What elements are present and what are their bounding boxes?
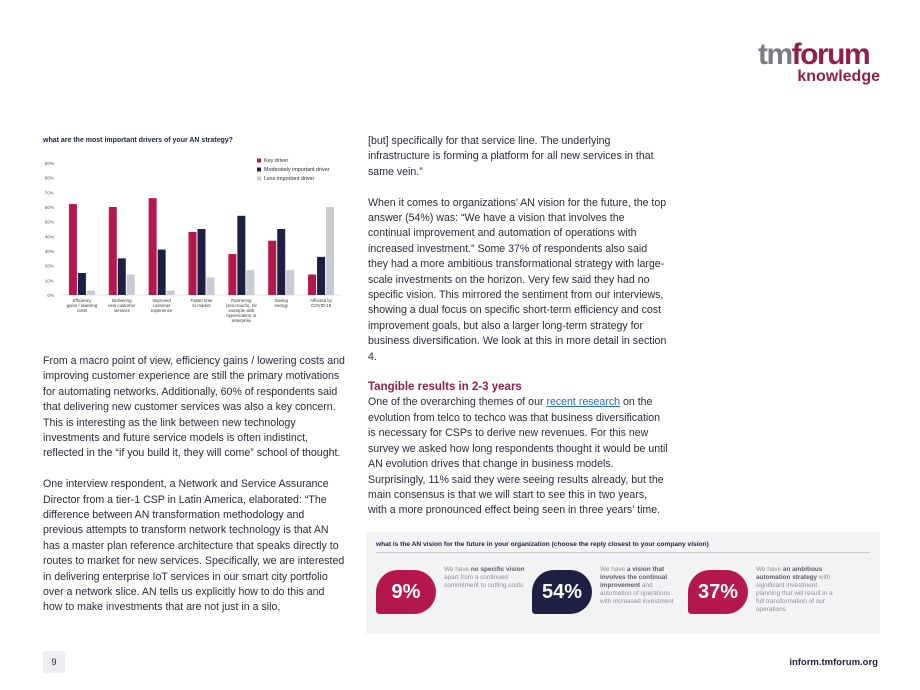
logo-wordmark: tmforum xyxy=(758,38,870,71)
left-column xyxy=(43,354,345,631)
drivers-bar-chart xyxy=(36,150,346,330)
bar xyxy=(69,204,77,295)
y-tick-label: 40% xyxy=(44,234,54,240)
y-tick-label: 20% xyxy=(44,263,54,269)
bar xyxy=(87,291,95,295)
page-number: 9 xyxy=(43,651,65,673)
x-tick-label: Efficiency gains / lowering costs xyxy=(66,298,98,313)
legend-swatch xyxy=(257,168,261,172)
bar xyxy=(228,254,236,295)
x-tick-label: Affected by COVID-19 xyxy=(310,298,333,308)
y-tick-label: 90% xyxy=(44,161,54,166)
paragraph-interview: One interview respondent, a Network and Service Assurance Director from a tier-1 CSP in Latin America, elaborated: “The difference between AN transformation methodology and previous attempts to transform network technology is that AN has a master plan reference architecture that speaks directly to routes to market for new services. Specifically, we are interested in delivering enterprise IoT services in our smart city portfolio over a network slice. AN tells us explicitly how to do this and how to make investments that are not just in a silo, xyxy=(43,478,345,614)
stat-value: 37% xyxy=(688,570,748,614)
x-tick-label: Improved customer experience xyxy=(150,298,173,313)
bar xyxy=(268,241,276,295)
x-tick-label: Faster time to market xyxy=(190,298,213,308)
y-tick-label: 0% xyxy=(47,293,54,298)
bar xyxy=(207,277,215,295)
bar xyxy=(167,291,175,295)
logo-knowledge: knowledge xyxy=(797,68,880,85)
chart-title: what are the most important drivers of your AN strategy? xyxy=(43,137,233,144)
paragraph-vision: When it comes to organizations’ AN vision for the future, the top answer (54%) was: “We have a vision that involves the continual improvement and automation of operations with increased investment.” Some 37% of respondents also said they had a more ambitious transformational strategy with large-scale investments on the horizon. Very few said they had no specific vision. This mirrored the sentiment from our interviews, showing a dual focus on specific short-term efficiency and cost improvement goals, but also a larger long-term strategy for business diversification. We look at this in more detail in section 4. xyxy=(368,196,667,363)
vision-divider xyxy=(376,552,870,553)
bar xyxy=(237,216,245,295)
bar xyxy=(127,274,135,295)
bar xyxy=(109,207,117,295)
footer-url[interactable]: inform.tmforum.org xyxy=(789,657,878,668)
legend-label: Key driver xyxy=(264,158,289,164)
y-tick-label: 50% xyxy=(44,219,54,225)
bar xyxy=(246,270,254,295)
x-tick-label: Saving energy xyxy=(274,298,288,308)
right-column xyxy=(368,134,668,534)
stat-description: We have no specific vision apart from a continued commitment to cutting costs xyxy=(444,566,525,589)
bar xyxy=(198,229,206,295)
paragraph-results: One of the overarching themes of our recent research on the evolution from telco to techco was that business diversification is necessary for CSPs to derive new revenues. For this new survey we asked how long respondents thought it would be until AN evolution drives that change in business models. Surprisingly, 11% said they were seeing results already, but the main consensus is that we will start to see this in two years, with a more pronounced effect being seen in three years’ time. xyxy=(368,396,668,517)
legend-swatch xyxy=(257,159,261,163)
section-heading: Tangible results in 2-3 years xyxy=(368,381,522,394)
tmforum-knowledge-logo xyxy=(758,40,880,88)
bar xyxy=(277,229,285,295)
bar xyxy=(308,274,316,295)
x-tick-label: Partnering (zero-touch), for example with hyperscalers or enterprise xyxy=(225,298,257,323)
paragraph-macro-view: From a macro point of view, efficiency gains / lowering costs and improving customer experience are still the primary motivations for automating networks. Additionally, 60% of respondents said that delivering new customer services was also a key concern. This is interesting as the link between new technology investments and future service models is often indistinct, reflected in the “if you build it, they will come” school of thought. xyxy=(43,355,345,460)
y-tick-label: 70% xyxy=(44,190,54,196)
bar xyxy=(326,207,334,295)
y-tick-label: 10% xyxy=(44,278,54,284)
x-tick-label: Delivering new customer services xyxy=(108,298,136,313)
y-tick-label: 60% xyxy=(44,205,54,210)
vision-panel xyxy=(366,532,880,634)
legend-label: Less important driver xyxy=(264,176,315,182)
y-tick-label: 80% xyxy=(44,175,54,181)
recent-research-link[interactable]: recent research xyxy=(546,396,621,409)
bar xyxy=(78,273,86,295)
bar xyxy=(286,270,294,295)
bar xyxy=(149,198,157,295)
bar xyxy=(189,232,197,295)
bar xyxy=(118,258,126,295)
bar xyxy=(158,250,166,295)
stat-description: We have a vision that involves the continual improvement and automation of operations with increased investment xyxy=(600,566,674,605)
stat-value: 54% xyxy=(532,570,592,614)
bar xyxy=(317,257,325,295)
vision-title: what is the AN vision for the future in your organization (choose the reply closest to your company vision) xyxy=(376,541,709,548)
y-tick-label: 30% xyxy=(44,249,54,254)
stat-description: We have an ambitious automation strategy with significant investment planning that will result in a full transformation of our operations xyxy=(756,566,833,613)
legend-label: Moderately important driver xyxy=(264,167,330,173)
paragraph-quote-end: [but] specifically for that service line. The underlying infrastructure is forming a platform for all new services in that same vein.” xyxy=(368,135,654,178)
legend-swatch xyxy=(257,177,261,181)
stat-value: 9% xyxy=(376,570,436,614)
